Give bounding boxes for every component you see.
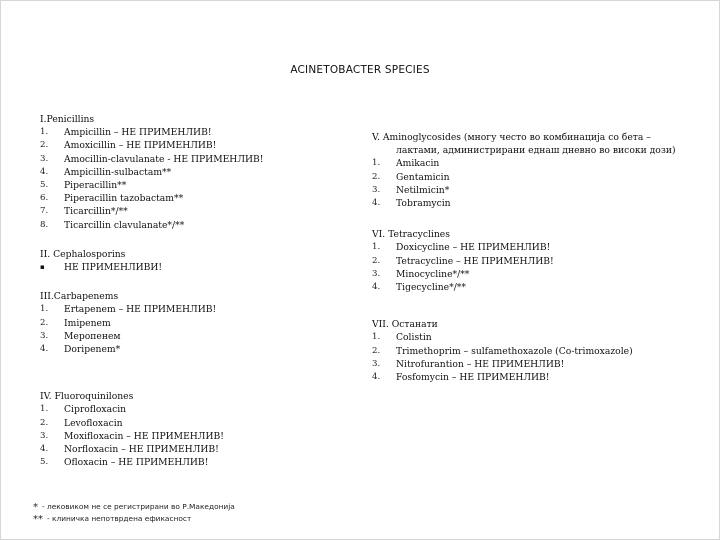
right-column xyxy=(372,131,682,384)
drug-class-section xyxy=(40,113,350,232)
footnote-mark: * xyxy=(33,502,38,513)
drug-list-item xyxy=(40,330,350,343)
drug-list-item xyxy=(40,192,350,205)
item-number: 2. xyxy=(40,140,49,151)
drug-list-item xyxy=(372,345,682,358)
drug-name: Ofloxacin – НЕ ПРИМЕНЛИВ! xyxy=(64,457,209,469)
drug-class-heading: VI. Tetracyclines xyxy=(372,229,450,241)
bullet-icon: ▪ xyxy=(40,263,45,272)
item-number: 4. xyxy=(372,372,381,383)
slide-title: ACINETOBACTER SPECIES xyxy=(290,64,430,76)
item-number: 7. xyxy=(40,206,49,217)
drug-class-heading: III.Carbapenems xyxy=(40,291,119,303)
item-number: 3. xyxy=(40,330,49,341)
drug-class-section xyxy=(40,290,350,356)
item-number: 3. xyxy=(40,153,49,164)
drug-list-item xyxy=(40,219,350,232)
drug-list-item xyxy=(372,184,682,197)
drug-list xyxy=(372,241,682,294)
drug-name: Ticarcillin*/** xyxy=(64,206,128,218)
footnotes xyxy=(33,501,235,525)
drug-list-item xyxy=(372,281,682,294)
drug-name: Imipenem xyxy=(64,317,111,329)
drug-name: Tobramycin xyxy=(396,198,451,210)
drug-name: Piperacillin tazobactam** xyxy=(64,193,184,205)
drug-name: Ampicillin – НЕ ПРИМЕНЛИВ! xyxy=(64,127,212,139)
drug-name: Moxifloxacin – НЕ ПРИМЕНЛИВ! xyxy=(64,430,224,442)
item-number: 2. xyxy=(372,255,381,266)
drug-list-item xyxy=(40,153,350,166)
item-number: 2. xyxy=(372,171,381,182)
drug-name: Ampicillin-sulbactam** xyxy=(64,166,172,178)
item-number: 2. xyxy=(372,345,381,356)
item-number: 1. xyxy=(40,127,49,138)
drug-name: Gentamicin xyxy=(396,171,450,183)
item-number: 3. xyxy=(372,184,381,195)
drug-list-item xyxy=(372,171,682,184)
drug-list-item xyxy=(40,139,350,152)
drug-name: Ticarcillin clavulanate*/** xyxy=(64,219,185,231)
footnote-line xyxy=(33,501,235,513)
item-number: 4. xyxy=(40,444,49,455)
drug-class-heading: IV. Fluoroquinilones xyxy=(40,391,134,403)
drug-list-item xyxy=(40,166,350,179)
item-number: 2. xyxy=(40,417,49,428)
drug-list-item xyxy=(40,261,350,274)
item-number: 2. xyxy=(40,317,49,328)
drug-class-section xyxy=(372,131,682,210)
drug-list-item xyxy=(372,371,682,384)
drug-class-heading: I.Penicillins xyxy=(40,114,95,125)
drug-list-item xyxy=(40,317,350,330)
drug-list-item xyxy=(40,343,350,356)
item-number: 4. xyxy=(372,198,381,209)
drug-name: Ertapenem – НЕ ПРИМЕНЛИВ! xyxy=(64,304,217,316)
drug-name: Trimethoprim – sulfamethoxazole (Co-trimoxazole) xyxy=(396,345,633,357)
item-number: 1. xyxy=(40,304,49,315)
item-number: 3. xyxy=(40,430,49,441)
drug-name: Minocycline*/** xyxy=(396,268,470,280)
drug-list-item xyxy=(40,179,350,192)
item-number: 3. xyxy=(372,268,381,279)
drug-class-heading: VII. Останати xyxy=(372,319,438,331)
drug-class-heading: V. Aminoglycosides (многу често во комбинација со бета – лактами, администрирани еднаш дневно во високи дози) xyxy=(372,132,676,157)
item-number: 5. xyxy=(40,180,49,191)
drug-list-item xyxy=(40,430,350,443)
item-number: 1. xyxy=(372,242,381,253)
drug-list-item xyxy=(40,403,350,416)
drug-list-item xyxy=(40,456,350,469)
item-number: 1. xyxy=(372,332,381,343)
drug-name: Norfloxacin – НЕ ПРИМЕНЛИВ! xyxy=(64,444,219,456)
drug-list-item xyxy=(372,255,682,268)
drug-name: Nitrofurantion – НЕ ПРИМЕНЛИВ! xyxy=(396,358,565,370)
item-number: 6. xyxy=(40,193,49,204)
drug-list-item xyxy=(372,241,682,254)
drug-name: Doripenem* xyxy=(64,344,121,356)
drug-name: Doxicycline – НЕ ПРИМЕНЛИВ! xyxy=(396,242,551,254)
drug-name: Меропенем xyxy=(64,330,121,342)
drug-name: Tetracycline – НЕ ПРИМЕНЛИВ! xyxy=(396,255,554,267)
drug-name: Colistin xyxy=(396,332,432,344)
drug-list-item xyxy=(40,126,350,139)
drug-list-item xyxy=(40,303,350,316)
drug-list xyxy=(40,261,350,274)
drug-list-item xyxy=(40,443,350,456)
drug-class-section xyxy=(40,248,350,274)
drug-name: Levofloxacin xyxy=(64,417,123,429)
drug-class-section xyxy=(372,228,682,294)
drug-name: Amoxicillin – НЕ ПРИМЕНЛИВ! xyxy=(64,140,217,152)
drug-name: Fosfomycin – НЕ ПРИМЕНЛИВ! xyxy=(396,372,550,384)
item-number: 4. xyxy=(40,344,49,355)
drug-list-item xyxy=(372,268,682,281)
drug-list-item xyxy=(372,197,682,210)
drug-list xyxy=(40,126,350,232)
drug-list xyxy=(40,303,350,356)
item-number: 1. xyxy=(372,158,381,169)
drug-name: Amikacin xyxy=(396,158,440,170)
drug-list-item xyxy=(372,157,682,170)
footnote-mark: ** xyxy=(33,514,43,525)
item-number: 4. xyxy=(372,282,381,293)
drug-list xyxy=(372,157,682,210)
drug-list-item xyxy=(372,331,682,344)
drug-list xyxy=(40,403,350,469)
item-number: 1. xyxy=(40,404,49,415)
item-number: 5. xyxy=(40,457,49,468)
drug-name: НЕ ПРИМЕНЛИВИ! xyxy=(64,262,163,274)
footnote-text: - клиничка непотврдена ефикасност xyxy=(47,514,192,523)
drug-list-item xyxy=(40,417,350,430)
drug-name: Ciprofloxacin xyxy=(64,404,127,416)
drug-name: Amocillin-clavulanate - НЕ ПРИМЕНЛИВ! xyxy=(64,153,264,165)
drug-name: Netilmicin* xyxy=(396,184,450,196)
footnote-line xyxy=(33,513,235,525)
drug-name: Piperacillin** xyxy=(64,180,127,192)
drug-class-section xyxy=(40,390,350,469)
item-number: 8. xyxy=(40,219,49,230)
drug-class-heading: II. Cephalosporins xyxy=(40,248,126,260)
left-column xyxy=(40,113,350,469)
drug-list-item xyxy=(40,205,350,218)
drug-class-section xyxy=(372,318,682,384)
drug-list-item xyxy=(372,358,682,371)
item-number: 4. xyxy=(40,166,49,177)
drug-list xyxy=(372,331,682,384)
footnote-text: - лековиком не се регистрирани во Р.Македонија xyxy=(42,502,235,511)
item-number: 3. xyxy=(372,358,381,369)
drug-name: Tigecycline*/** xyxy=(396,282,466,294)
